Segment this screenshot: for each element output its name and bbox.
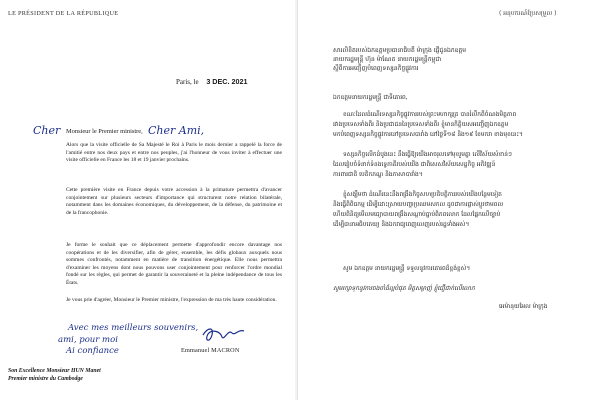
khmer-handwritten-translation: សូមរក្សាទុកនូវការចងចាំដ៏ល្អបំផុត មិត្តសម្លាញ់ ខ្ញុំជឿជាក់លើលោក xyxy=(333,286,475,292)
khmer-title-line: សារលិខិតរបស់ឯកឧត្តមប្រធានាធិបតី ម៉ាក្រុង ផ្ញើជូនឯកឧត្តម xyxy=(333,47,467,54)
khmer-salutation: ឯកឧត្តមនាយករដ្ឋមន្ត្រី ជាទីគោរព, xyxy=(333,95,408,101)
khmer-title-line: ស្ដីពីការអញ្ជើញបំពេញទស្សនកិច្ចផ្លូវការ xyxy=(333,65,419,72)
khmer-translation-page xyxy=(297,0,594,400)
khmer-body-line: ហើយពិនិត្យមើលមធ្យោបាយពង្រឹងសណ្ដាប់ធ្នាប់ពិភពលោក ដែលផ្អែកលើច្បាប់ xyxy=(333,212,501,218)
khmer-title-line: នាយករដ្ឋមន្ត្រី ហ៊ុន ម៉ាណែត នាយករដ្ឋមន្ត្រីកម្ពុជា xyxy=(333,56,442,63)
khmer-body-line: ដើម្បីធានាអធិបតេយ្យ និងឯករាជ្យពេញលេញរបស់រដ្ឋទាំងអស់។ xyxy=(333,222,470,228)
signature-scribble xyxy=(200,323,248,347)
date-stamp: 3 DEC. 2021 xyxy=(206,77,248,86)
french-letter-page xyxy=(0,0,294,400)
khmer-body-line: រវាងប្រទេសទាំងពីរ និងប្រជាជននៃប្រទេសទាំងពីរ ខ្ញុំមានកិត្តិយសអញ្ជើញឯកឧត្តម xyxy=(333,122,509,128)
salutation: Monsieur le Premier ministre, xyxy=(66,128,143,135)
handwritten-note-line: ami, pour moi xyxy=(58,335,118,345)
addressee-title: Premier ministre du Cambodge xyxy=(8,375,83,382)
khmer-body-line: ទស្សនកិច្ចលើកដំបូងនេះ នឹងធ្វើឱ្យយើងអាចរុលទៅមុខរួមគ្នា លើវិស័យសំខាន់ៗ xyxy=(343,152,512,158)
khmer-body-line: ការពារជាតិ បេតិកភណ្ឌ និងភាសាបារាំង។ xyxy=(333,172,423,178)
khmer-body-line: ខ្ញុំសង្ឃឹមថា ដំណើរនេះនឹងពង្រឹងកិច្ចសហប្រតិបត្តិការរបស់យើងបន្ថែមទៀត xyxy=(343,192,502,198)
date-line xyxy=(176,77,247,86)
khmer-closing-line: សូម ឯកឧត្តម នាយករដ្ឋមន្ត្រី ទទួលនូវការគោរពដ៏ខ្ពង់ខ្ពស់។ xyxy=(343,266,471,272)
handwritten-note-line: Ai confiance xyxy=(66,346,119,356)
handwritten-note-line: Avec mes meilleurs souvenirs, xyxy=(68,323,199,333)
translation-header: ( អនុបករណ៍ប្រែសម្រួល ) xyxy=(499,10,557,17)
khmer-body-line: ដែលរៀបចំទំនាក់ទំនងទ្វេភាគីរបស់យើង ជាពិសេសវិស័យសេដ្ឋកិច្ច អភិវឌ្ឍន៍ xyxy=(333,162,496,168)
date-place: Paris, le xyxy=(176,78,199,86)
khmer-body-line: មកបំពេញទស្សនកិច្ចផ្លូវការនៅប្រទេសបារាំង នៅថ្ងៃទី១៨ និង១៩ ខែមករា ខាងមុខនេះ។ xyxy=(333,132,523,138)
paragraph-closing: Je vous prie d'agréer, Monsieur le Premier ministre, l'expression de ma très haute considération. xyxy=(66,297,277,303)
addressee-block xyxy=(8,368,101,383)
letterhead: LE PRÉSIDENT DE LA RÉPUBLIQUE xyxy=(8,10,119,17)
khmer-signer-name: អេម៉ានុយអែល ម៉ាក្រុង xyxy=(499,304,548,310)
handwritten-salutation-ami: Cher Ami, xyxy=(148,124,205,137)
paragraph-wishes: Je forme le souhait que ce déplacement permette d'approfondir encore davantage nos coopérations et de les diversifier, afin de gérer, ensemble, les défis globaux auxquels nous sommes confrontés, notamment en matière de transition énergétique. Elle nous permettra d'examiner les moyens dont nous pouvons user conjointement pour renforcer l'ordre mondial fondé sur les règles, qui permet de garantir la souveraineté et la pleine indépendance de tous les États. xyxy=(66,242,282,286)
paragraph-cooperation: Cette première visite en France depuis votre accession à la primature permettra d'avancer conjointement sur plusieurs secteurs d'importance qui structurent notre relation bilatérale, notamment dans les domaines économiques, du développement, de la défense, du patrimoine et de la francophonie. xyxy=(66,187,282,216)
khmer-body-line: និងធ្វើពិពិធកម្ម ដើម្បីដោះស្រាយបញ្ហាប្រឈមសកល ដូចជាការផ្លាស់ប្ដូរថាមពល xyxy=(333,202,504,208)
paragraph-invitation: Alors que la visite officielle de Sa Majesté le Roi à Paris le mois dernier a rappelé la force de l'amitié entre nos deux pays et entre nos peuples, j'ai l'honneur de vous inviter à effectuer une visite officielle en France les 18 et 19 janvier prochains. xyxy=(66,142,282,164)
khmer-body-line: ខណៈដែលដំណើរទស្សនកិច្ចផ្លូវការរបស់ព្រះមហាក្សត្រ បានរំលឹកពីចំណងមិត្តភាព xyxy=(343,112,517,118)
signer-name: Emmanuel MACRON xyxy=(181,347,240,354)
addressee-name: Son Excellence Monsieur HUN Manet xyxy=(8,368,101,374)
handwritten-salutation: Cher xyxy=(33,124,61,137)
